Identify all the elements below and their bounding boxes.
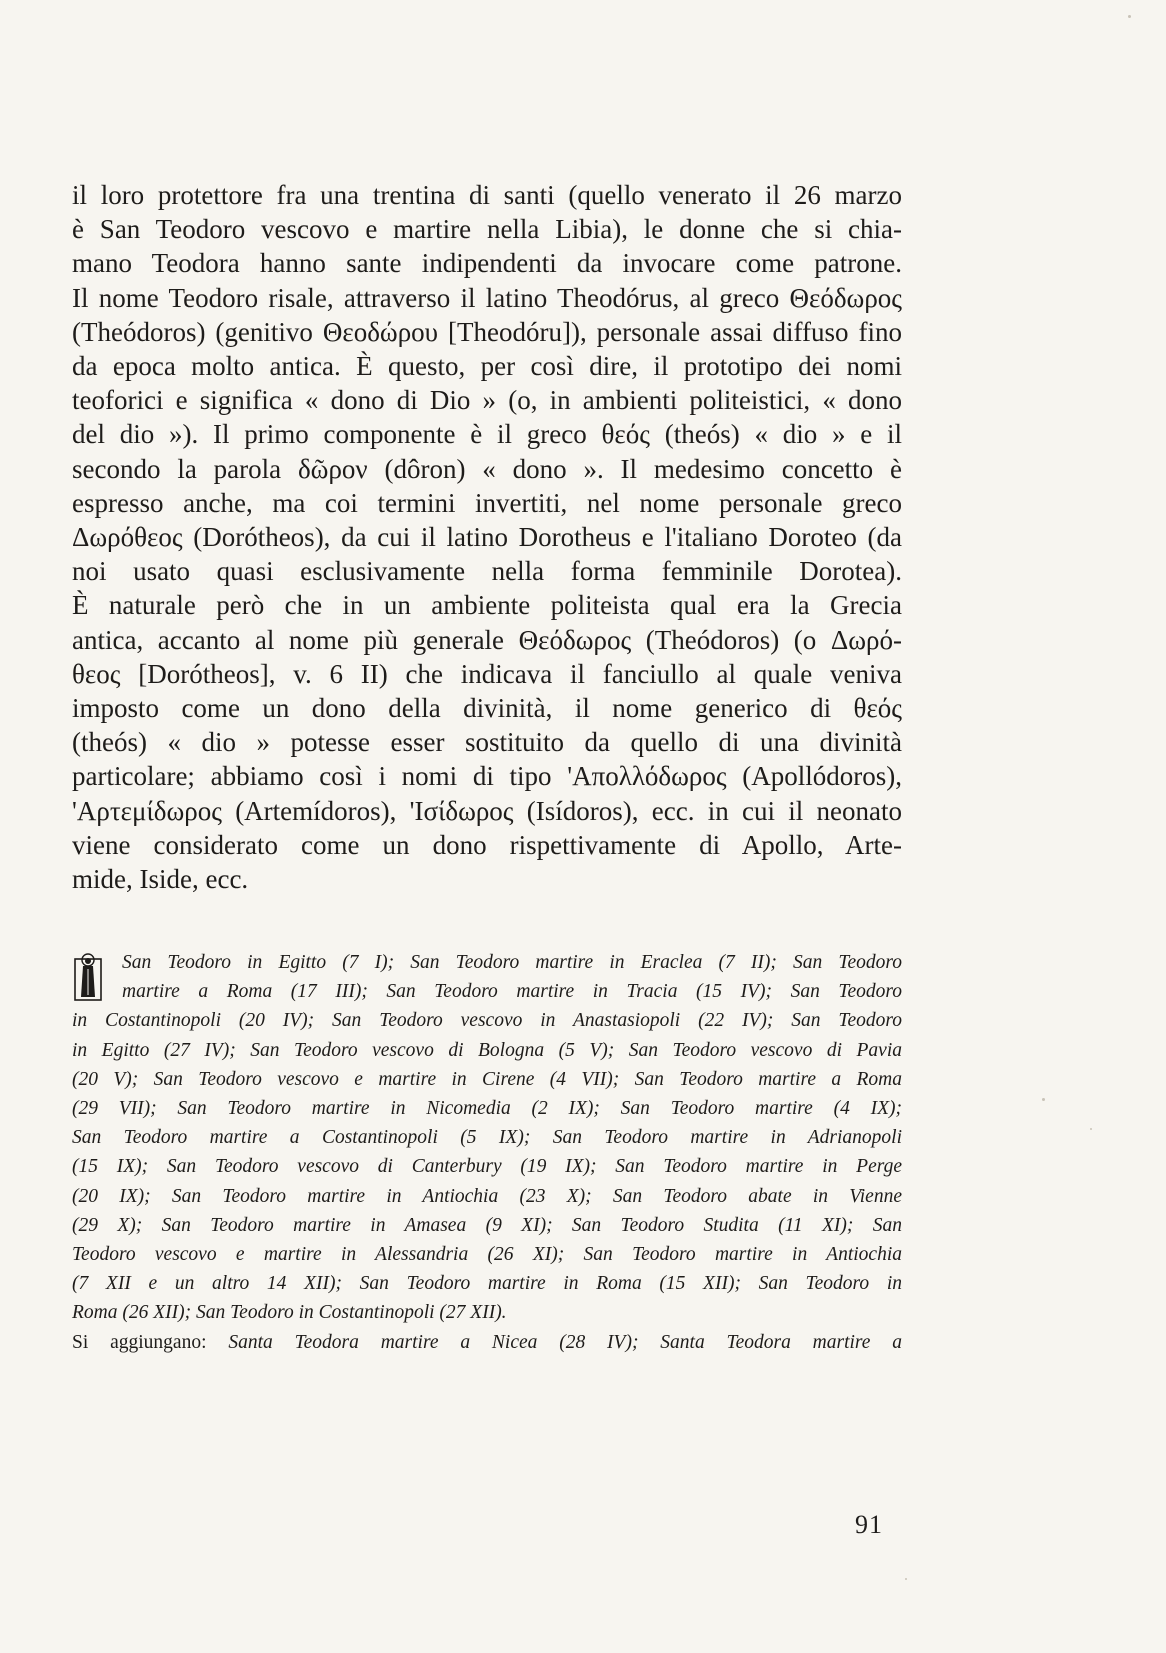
body-line: è San Teodoro vescovo e martire nella Libia), le donne che si chia-	[72, 214, 902, 245]
body-line: teoforici e significa « dono di Dio » (o, in ambienti politeistici, « dono	[72, 385, 902, 416]
main-body-text	[72, 178, 902, 896]
note-line: (15 IX); San Teodoro vescovo di Canterbury (19 IX); San Teodoro martire in Perge	[72, 1156, 902, 1178]
note-line: San Teodoro in Egitto (7 I); San Teodoro martire in Eraclea (7 II); San Teodoro	[122, 952, 902, 973]
body-line: È naturale però che in un ambiente politeista qual era la Grecia	[72, 590, 902, 621]
note-line: martire a Roma (17 III); San Teodoro martire in Tracia (15 IV); San Teodoro	[122, 981, 902, 1003]
body-line: il loro protettore fra una trentina di santi (quello venerato il 26 marzo	[72, 180, 902, 210]
note-line: (29 X); San Teodoro martire in Amasea (9 XI); San Teodoro Studita (11 XI); San	[72, 1214, 902, 1236]
note-line: (20 V); San Teodoro vescovo e martire in Cirene (4 VII); San Teodoro martire a Roma	[72, 1068, 902, 1090]
body-line: espresso anche, ma coi termini invertiti, nel nome personale greco	[72, 487, 902, 518]
body-line: (Theódoros) (genitivo Θεοδώρου [Theodóru]), personale assai diffuso fino	[72, 316, 902, 347]
body-line: θεος [Doróthеos], v. 6 II) che indicava il fanciullo al quale veniva	[72, 658, 902, 689]
note-line: (29 VII); San Teodoro martire in Nicomedia (2 IX); San Teodoro martire (4 IX);	[72, 1098, 902, 1120]
addendum-lead: Si aggiungano:	[72, 1331, 207, 1353]
body-line: 'Αρτεμίδωρος (Artemídoros), 'Ισίδωρος (Isídoros), ecc. in cui il neonato	[72, 795, 902, 826]
body-line: viene considerato come un dono rispettivamente di Apollo, Arte-	[72, 829, 902, 860]
note-line: in Costantinopoli (20 IV); San Teodoro vescovo in Anastasiopoli (22 IV); San Teodoro	[72, 1010, 902, 1032]
note-line: Roma (26 XII); San Teodoro in Costantinopoli (27 XII).	[72, 1302, 507, 1324]
paper-speck	[1128, 15, 1131, 18]
note-addendum-line	[72, 1328, 902, 1357]
saints-footnote	[72, 948, 902, 1357]
note-line: Teodoro vescovo e martire in Alessandria (26 XI); San Teodoro martire in Antiochia	[72, 1244, 902, 1266]
body-line: imposto come un dono della divinità, il nome generico di θεός	[72, 693, 902, 724]
note-line: San Teodoro martire a Costantinopoli (5 IX); San Teodoro martire in Adrianopoli	[72, 1127, 902, 1149]
note-line: in Egitto (27 IV); San Teodoro vescovo di Bologna (5 V); San Teodoro vescovo di Pavia	[72, 1039, 902, 1061]
note-line: (20 IX); San Teodoro martire in Antiochia (23 X); San Teodoro abate in Vienne	[72, 1185, 902, 1207]
paper-speck	[905, 1578, 907, 1580]
page-number: 91	[855, 1510, 883, 1539]
body-line: secondo la parola δῶρον (dôron) « dono ». Il medesimo concetto è	[72, 453, 902, 484]
paper-speck	[1090, 1128, 1092, 1130]
note-line: (7 XII e un altro 14 XII); San Teodoro martire in Roma (15 XII); San Teodoro in	[72, 1273, 902, 1295]
body-line: (theós) « dio » potesse esser sostituito da quello di una divinità	[72, 727, 902, 758]
body-line: Δωρόθεος (Doróthеos), da cui il latino Dorotheus e l'italiano Doroteo (da	[72, 522, 902, 553]
body-line: da epoca molto antica. È questo, per così dire, il prototipo dei nomi	[72, 351, 902, 382]
body-line: del dio »). Il primo componente è il greco θεός (theós) « dio » e il	[72, 419, 902, 450]
body-line: particolare; abbiamo così i nomi di tipo 'Απολλόδωρος (Apollódoros),	[72, 761, 902, 792]
body-line: noi usato quasi esclusivamente nella forma femminile Dorotea).	[72, 556, 902, 587]
paper-speck	[1042, 1098, 1045, 1101]
body-line: Il nome Teodoro risale, attraverso il latino Theodórus, al greco Θεόδωρος	[72, 282, 902, 313]
addendum-text: Santa Teodora martire a Nicea (28 IV); Santa Teodora martire a	[228, 1331, 903, 1353]
body-line: mano Teodora hanno sante indipendenti da invocare come patrone.	[72, 248, 902, 279]
body-line: mide, Iside, ecc.	[72, 864, 249, 895]
body-line: antica, accanto al nome più generale Θεόδωρος (Theódoros) (o Δωρό-	[72, 624, 902, 655]
